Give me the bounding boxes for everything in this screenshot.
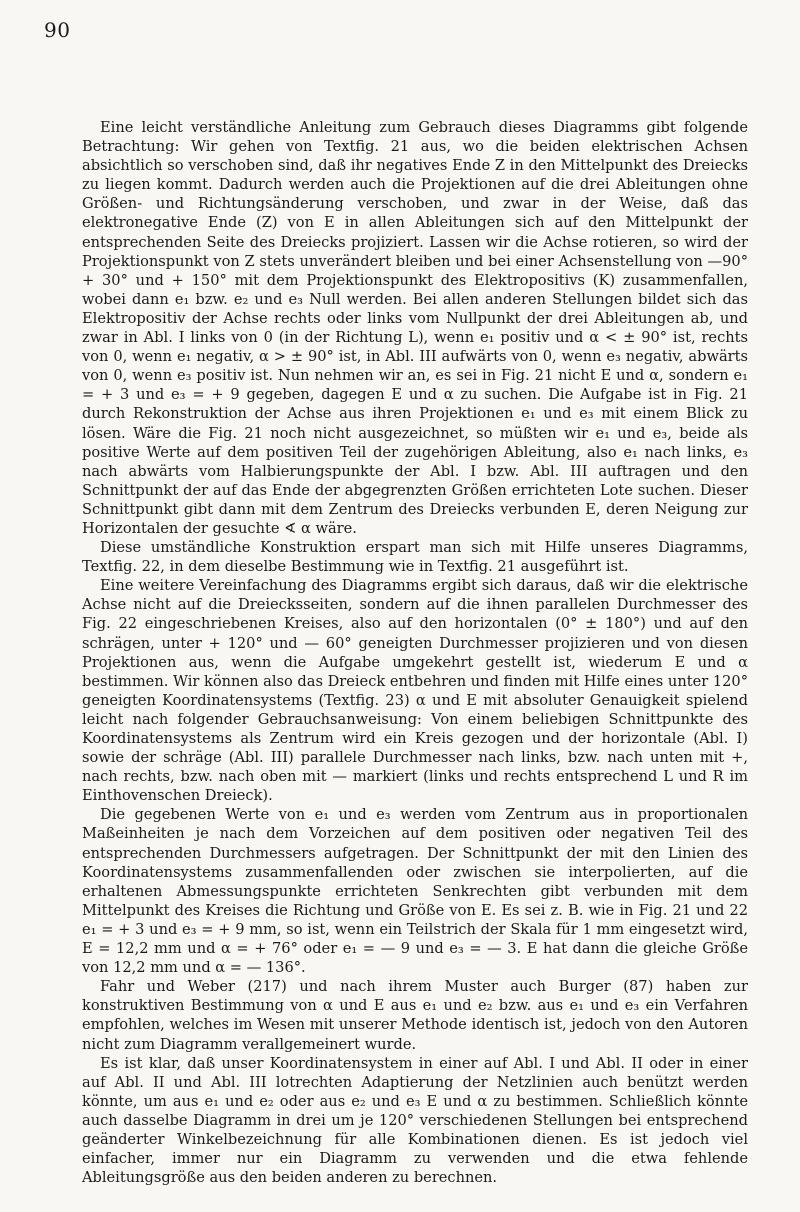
paragraph-5: Fahr und Weber (217) und nach ihrem Muster auch Burger (87) haben zur konstruktiven Bestimmung von α und E aus e₁ und e₂ bzw. aus e₁ und e₃ ein Verfahren empfohlen, welches im Wesen mit unserer Methode identisch ist, jedoch von den Autoren nicht zum Diagramm verallgemeinert wurde. [82, 978, 748, 1053]
paragraph-4: Die gegebenen Werte von e₁ und e₃ werden vom Zentrum aus in proportionalen Maßeinheiten je nach dem Vorzeichen auf dem positiven oder negativen Teil des entsprechenden Durchmessers aufgetragen. Der Schnittpunkt der mit den Linien des Koordinatensystems zusammenfallenden oder zwischen sie interpolierten, auf die erhaltenen Abmessungspunkte errichteten Senkrechten gibt verbunden mit dem Mittelpunkt des Kreises die Richtung und Größe von E. Es sei z. B. wie in Fig. 21 und 22 e₁ = + 3 und e₃ = + 9 mm, so ist, wenn ein Teilstrich der Skala für 1 mm eingesetzt wird, E = 12,2 mm und α = + 76° oder e₁ = — 9 und e₃ = — 3. E hat dann die gleiche Größe von 12,2 mm und α = — 136°. [82, 806, 748, 977]
paragraph-3: Eine weitere Vereinfachung des Diagramms ergibt sich daraus, daß wir die elektrische Achse nicht auf die Dreiecksseiten, sondern auf die ihnen parallelen Durchmesser des Fig. 22 eingeschriebenen Kreises, also auf den horizontalen (0° ± 180°) und auf den schrägen, unter + 120° und — 60° geneigten Durchmesser projizieren und von diesen Projektionen aus, wenn die Aufgabe umgekehrt gestellt ist, wiederum E und α bestimmen. Wir können also das Dreieck entbehren und finden mit Hilfe eines unter 120° geneigten Koordinatensystems (Textfig. 23) α und E mit absoluter Genauigkeit spielend leicht nach folgender Gebrauchsanweisung: Von einem beliebigen Schnittpunkte des Koordinatensystems als Zentrum wird ein Kreis gezogen und der horizontale (Abl. I) sowie der schräge (Abl. III) parallele Durchmesser nach links, bzw. nach unten mit +, nach rechts, bzw. nach oben mit — markiert (links und rechts entsprechend L und R im Einthovenschen Dreieck). [82, 577, 748, 805]
paragraph-1: Eine leicht verständliche Anleitung zum Gebrauch dieses Diagramms gibt folgende Betrachtung: Wir gehen von Textfig. 21 aus, wo die beiden elektrischen Achsen absichtlich so verschoben sind, daß ihr negatives Ende Z in den Mittelpunkt des Dreiecks zu liegen kommt. Dadurch werden auch die Projektionen auf die drei Ableitungen ohne Größen- und Richtungsänderung verschoben, und zwar in der Weise, daß das elektronegative Ende (Z) von E in allen Ableitungen sich auf den Mittelpunkt der entsprechenden Seite des Dreiecks projiziert. Lassen wir die Achse rotieren, so wird der Projektionspunkt von Z stets unverändert bleiben und bei einer Achsenstellung von —90° + 30° und + 150° mit dem Projektionspunkt des Elektropositivs (K) zusammenfallen, wobei dann e₁ bzw. e₂ und e₃ Null werden. Bei allen anderen Stellungen bildet sich das Elektropositiv der Achse rechts oder links vom Nullpunkt der drei Ableitungen ab, und zwar in Abl. I links von 0 (in der Richtung L), wenn e₁ positiv und α < ± 90° ist, rechts von 0, wenn e₁ negativ, α > ± 90° ist, in Abl. III aufwärts von 0, wenn e₃ negativ, abwärts von 0, wenn e₃ positiv ist. Nun nehmen wir an, es sei in Fig. 21 nicht E und α, sondern e₁ = + 3 und e₃ = + 9 gegeben, dagegen E und α zu suchen. Die Aufgabe ist in Fig. 21 durch Rekonstruktion der Achse aus ihren Projektionen e₁ und e₃ mit einem Blick zu lösen. Wäre die Fig. 21 noch nicht ausgezeichnet, so müßten wir e₁ und e₃, beide als positive Werte auf dem positiven Teil der zugehörigen Ableitung, also e₁ nach links, e₃ nach abwärts vom Halbierungspunkte der Abl. I bzw. Abl. III auftragen und den Schnittpunkt der auf das Ende der abgegrenzten Größen errichteten Lote suchen. Dieser Schnittpunkt gibt dann mit dem Zentrum des Dreiecks verbunden E, deren Neigung zur Horizontalen der gesuchte ∢ α wäre. [82, 119, 748, 537]
body-text [82, 118, 748, 1187]
page-number: 90 [44, 18, 71, 42]
paragraph-6: Es ist klar, daß unser Koordinatensystem in einer auf Abl. I und Abl. II oder in einer auf Abl. II und Abl. III lotrechten Adaptierung der Netzlinien auch benützt werden könnte, um aus e₁ und e₂ oder aus e₂ und e₃ E und α zu bestimmen. Schließlich könnte auch dasselbe Diagramm in drei um je 120° verschiedenen Stellungen bei entsprechend geänderter Winkelbezeichnung für alle Kombinationen dienen. Es ist jedoch viel einfacher, immer nur ein Diagramm zu verwenden und die etwa fehlende Ableitungsgröße aus den beiden anderen zu berechnen. [82, 1054, 748, 1187]
paragraph-2: Diese umständliche Konstruktion erspart man sich mit Hilfe unseres Diagramms, Textfig. 22, in dem dieselbe Bestimmung wie in Textfig. 21 ausgeführt ist. [82, 539, 748, 576]
